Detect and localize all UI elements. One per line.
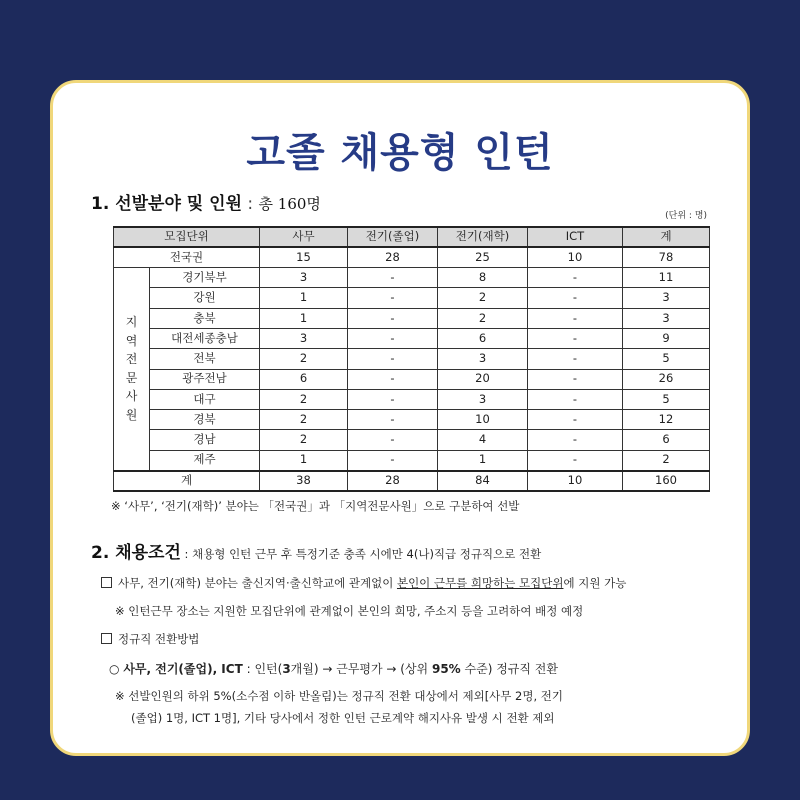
- table-cell: -: [528, 369, 623, 389]
- table-cell: 4: [438, 430, 528, 450]
- item1-underlined: 본인이 근무를 희망하는 모집단위: [396, 576, 564, 590]
- table-cell: -: [348, 268, 438, 288]
- table-cell: 대구: [150, 389, 260, 409]
- unit-note: (단위 : 명): [665, 211, 707, 221]
- table-cell: -: [348, 328, 438, 348]
- table-cell: 10: [528, 471, 623, 491]
- section2-heading: [91, 538, 541, 563]
- recruitment-table: [113, 226, 710, 492]
- table-cell: 1: [260, 308, 348, 328]
- table-cell: 2: [260, 349, 348, 369]
- regional-group-label: 지 역 전 문 사 원: [114, 268, 150, 471]
- table-cell: 20: [438, 369, 528, 389]
- table-cell: 10: [528, 247, 623, 267]
- table-row: [114, 450, 710, 470]
- table-cell: -: [528, 308, 623, 328]
- table-cell: 경북: [150, 410, 260, 430]
- section1-colon: :: [242, 194, 259, 214]
- table-cell: -: [528, 389, 623, 409]
- exclusion-note-line2: (졸업) 1명, ICT 1명], 기타 당사에서 정한 인턴 근로계약 해지사유 발생 시 전환 제외: [131, 711, 555, 725]
- circle-bullet-icon: ○: [109, 662, 120, 676]
- table-cell: -: [528, 328, 623, 348]
- checkbox-icon: [101, 633, 112, 644]
- table-row: [114, 410, 710, 430]
- header-cell: 사무: [260, 227, 348, 247]
- table-cell: -: [348, 389, 438, 409]
- table-cell: 강원: [150, 288, 260, 308]
- table-total-row: [114, 471, 710, 491]
- table-cell: 38: [260, 471, 348, 491]
- table-cell: 2: [438, 308, 528, 328]
- table-cell: -: [528, 349, 623, 369]
- table-cell: 3: [260, 268, 348, 288]
- table-cell: -: [348, 288, 438, 308]
- table-cell: 5: [623, 349, 710, 369]
- table-cell: -: [528, 430, 623, 450]
- table-cell: 1: [260, 450, 348, 470]
- exclusion-note-line1: ※ 선발인원의 하위 5%(소수점 이하 반올림)는 정규직 전환 대상에서 제외[사무 2명, 전기: [115, 689, 564, 703]
- table-cell: -: [348, 308, 438, 328]
- item1-note: ※ 인턴근무 장소는 지원한 모집단위에 관계없이 본인의 희망, 주소지 등을 고려하여 배정 예정: [115, 604, 584, 618]
- table-cell: -: [348, 450, 438, 470]
- table-cell: -: [348, 349, 438, 369]
- header-cell: 전기(재학): [438, 227, 528, 247]
- selection-note: ※ ‘사무’, ‘전기(재학)’ 분야는 「전국권」과 「지역전문사원」으로 구분하여 선발: [111, 499, 520, 513]
- table-cell: 충북: [150, 308, 260, 328]
- table-cell: 6: [260, 369, 348, 389]
- conversion-months: 3: [282, 662, 291, 676]
- table-cell: 9: [623, 328, 710, 348]
- table-cell: -: [348, 410, 438, 430]
- page-title: 고졸 채용형 인턴: [246, 130, 554, 176]
- table-cell: -: [528, 450, 623, 470]
- table-cell: 2: [260, 389, 348, 409]
- item2-text: 정규직 전환방법: [118, 632, 200, 646]
- table-cell: 경남: [150, 430, 260, 450]
- table-cell: -: [528, 410, 623, 430]
- table-cell: 160: [623, 471, 710, 491]
- table-cell: 대전세종충남: [150, 328, 260, 348]
- table-cell: 광주전남: [150, 369, 260, 389]
- table-cell: 84: [438, 471, 528, 491]
- table-header-row: [114, 227, 710, 247]
- table-cell: 1: [438, 450, 528, 470]
- table-cell: 5: [623, 389, 710, 409]
- table-row: [114, 369, 710, 389]
- condition-item-1: [101, 575, 626, 591]
- header-cell: 모집단위: [114, 227, 260, 247]
- content-card: [50, 80, 750, 756]
- table-cell: 12: [623, 410, 710, 430]
- table-cell: 2: [438, 288, 528, 308]
- table-cell: 28: [348, 247, 438, 267]
- table-cell: 25: [438, 247, 528, 267]
- section1-title: 1. 선발분야 및 인원: [91, 194, 242, 214]
- conversion-mid: : 인턴(: [242, 662, 283, 676]
- table-cell: 8: [438, 268, 528, 288]
- conversion-percent: 95%: [431, 662, 461, 676]
- table-row: [114, 308, 710, 328]
- header-cell: 계: [623, 227, 710, 247]
- section1-total: 총 160명: [258, 195, 321, 213]
- table-cell: -: [348, 369, 438, 389]
- section1-heading: [91, 189, 321, 214]
- table-row: [114, 328, 710, 348]
- condition-item-2: [101, 631, 199, 647]
- table-cell: 2: [260, 430, 348, 450]
- table-cell: 3: [438, 349, 528, 369]
- table-cell: 계: [114, 471, 260, 491]
- header-cell: 전기(졸업): [348, 227, 438, 247]
- conversion-fields: 사무, 전기(졸업), ICT: [123, 662, 243, 676]
- item1-post: 에 지원 가능: [563, 576, 627, 590]
- table-cell: 2: [260, 410, 348, 430]
- table-cell: 3: [260, 328, 348, 348]
- table-cell: 3: [623, 308, 710, 328]
- table-cell: 28: [348, 471, 438, 491]
- table-row: [114, 288, 710, 308]
- table-row-national: [114, 247, 710, 267]
- table-cell: 6: [438, 328, 528, 348]
- table-cell: 제주: [150, 450, 260, 470]
- header-cell: ICT: [528, 227, 623, 247]
- table-cell: 경기북부: [150, 268, 260, 288]
- table-cell: 6: [623, 430, 710, 450]
- table-cell: 26: [623, 369, 710, 389]
- table-row: [114, 349, 710, 369]
- table-cell: 3: [623, 288, 710, 308]
- item1-text: 사무, 전기(재학) 분야는 출신지역·출신학교에 관계없이: [118, 576, 397, 590]
- checkbox-icon: [101, 577, 112, 588]
- table-cell: 10: [438, 410, 528, 430]
- conversion-mid2: 개월) → 근무평가 → (상위: [290, 662, 432, 676]
- conversion-end: 수준) 정규직 전환: [460, 662, 558, 676]
- table-cell: 15: [260, 247, 348, 267]
- table-cell: 1: [260, 288, 348, 308]
- table-cell: 전국권: [114, 247, 260, 267]
- conversion-method: [109, 660, 558, 677]
- table-cell: -: [528, 268, 623, 288]
- section2-title: 2. 채용조건: [91, 543, 181, 563]
- table-cell: 3: [438, 389, 528, 409]
- table-cell: -: [528, 288, 623, 308]
- table-cell: -: [348, 430, 438, 450]
- table-cell: 전북: [150, 349, 260, 369]
- table-row: [114, 268, 710, 288]
- section2-desc: : 채용형 인턴 근무 후 특정기준 충족 시에만 4(나)직급 정규직으로 전환: [180, 547, 542, 561]
- table-row: [114, 389, 710, 409]
- table-cell: 11: [623, 268, 710, 288]
- table-cell: 78: [623, 247, 710, 267]
- table-cell: 2: [623, 450, 710, 470]
- table-row: [114, 430, 710, 450]
